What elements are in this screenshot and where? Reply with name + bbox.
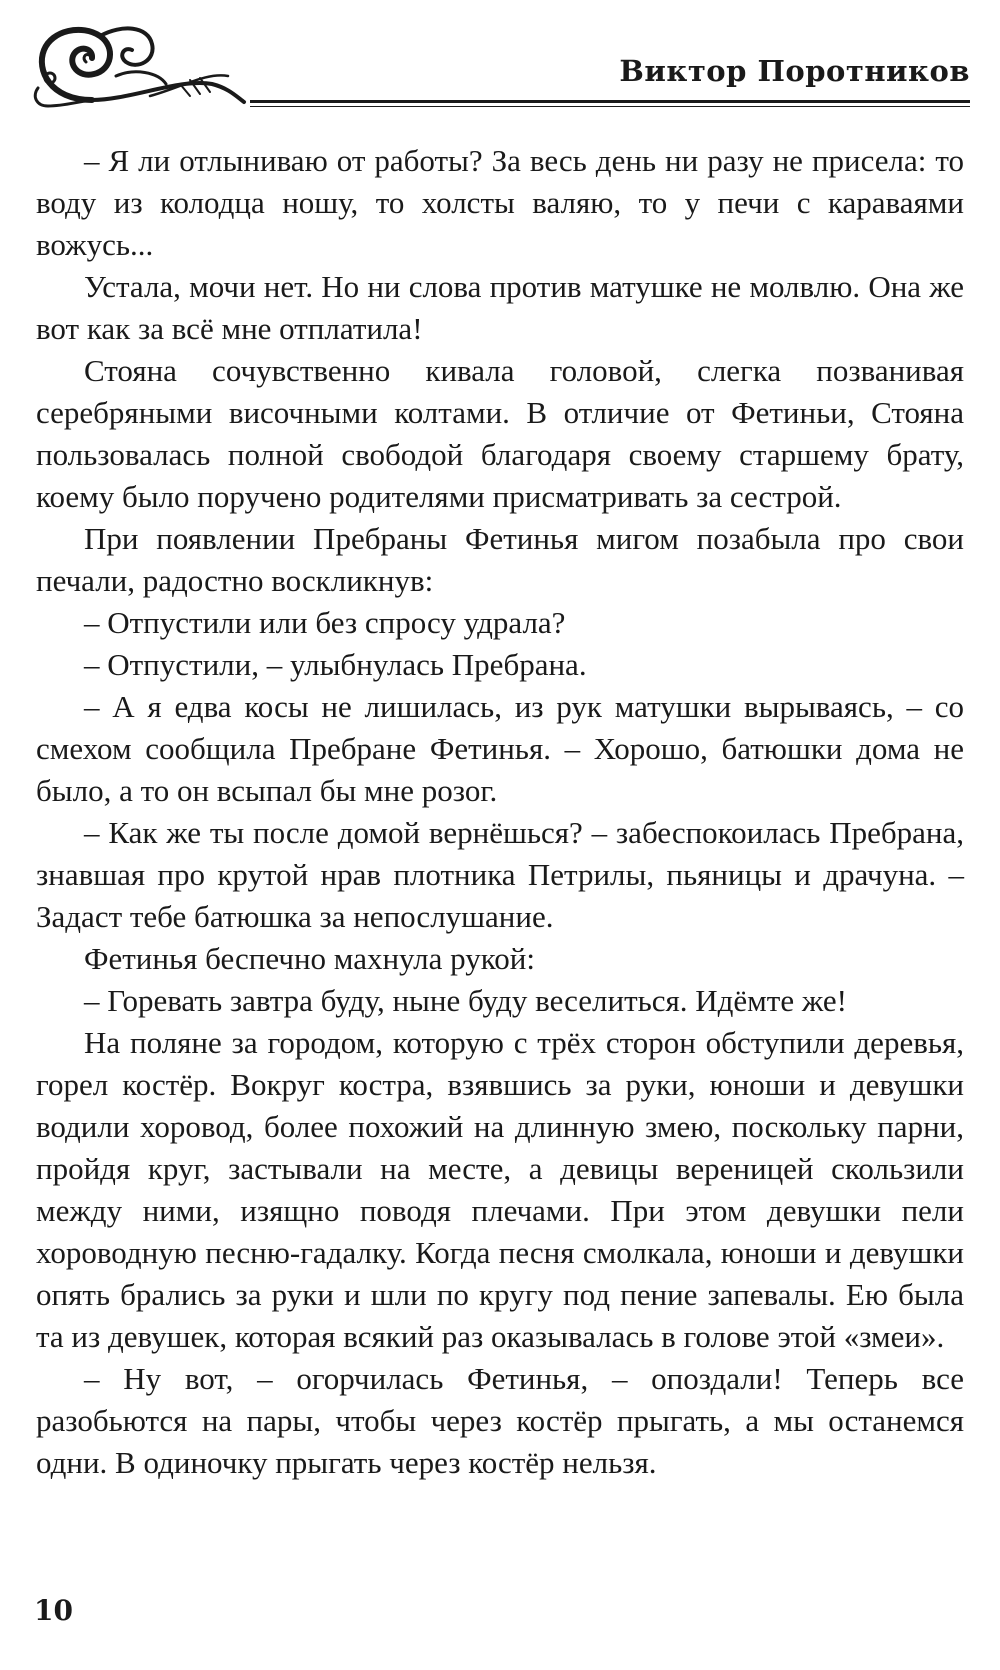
paragraph: Фетинья беспечно махнула рукой:: [84, 941, 535, 976]
header-rule-thin: [250, 106, 970, 107]
paragraph: – Ну вот, – огорчилась Фетинья, – опоздали! Теперь все разобьются на пары, чтобы через костёр прыгать, а мы останемся одни. В одиночку прыгать через костёр нельзя.: [36, 1361, 964, 1480]
scroll-ornament-icon: [30, 18, 280, 114]
paragraph: Стояна сочувственно кивала головой, слегка позванивая серебряными височными колтами. В отличие от Фетиньи, Стояна пользовалась полной свободой благодаря своему старшему брату, коему было поручено родителями присматривать за сестрой.: [36, 353, 964, 514]
header-rule: [250, 100, 970, 103]
paragraph: – Отпустили, – улыбнулась Пребрана.: [84, 647, 587, 682]
paragraph: – А я едва косы не лишилась, из рук матушки вырываясь, – со смехом сообщила Пребране Фетинья. – Хорошо, батюшки дома не было, а то он всыпал бы мне розог.: [36, 689, 964, 808]
page-number: 10: [34, 1594, 73, 1627]
paragraph: – Как же ты после домой вернёшься? – забеспокоилась Пребрана, знавшая про крутой нрав плотника Петрилы, пьяницы и драчуна. – Задаст тебе батюшка за непослушание.: [36, 815, 964, 934]
running-header: [30, 18, 970, 114]
paragraph: – Отпустили или без спросу удрала?: [84, 605, 566, 640]
paragraph: – Я ли отлыниваю от работы? За весь день ни разу не присела: то воду из колодца ношу, то холсты валяю, то у печи с караваями вожусь...: [36, 143, 964, 262]
running-head-author: Виктор Поротников: [619, 54, 970, 88]
paragraph: Устала, мочи нет. Но ни слова против матушке не молвлю. Она же вот как за всё мне отплатила!: [36, 269, 964, 346]
paragraph: При появлении Пребраны Фетинья мигом позабыла про свои печали, радостно воскликнув:: [36, 521, 964, 598]
paragraph: На поляне за городом, которую с трёх сторон обступили деревья, горел костёр. Вокруг костра, взявшись за руки, юноши и девушки водили хоровод, более похожий на длинную змею, поскольку парни, пройдя круг, застывали на месте, а девицы вереницей скользили между ними, изящно поводя плечами. При этом девушки пели хороводную песню-гадалку. Когда песня смолкала, юноши и девушки опять брались за руки и шли по кругу под пение запевалы. Ею была та из девушек, которая всякий раз оказывалась в голове этой «змеи».: [36, 1025, 964, 1354]
paragraph: – Горевать завтра буду, ныне буду веселиться. Идёмте же!: [84, 983, 847, 1018]
body-text: [36, 140, 964, 1484]
